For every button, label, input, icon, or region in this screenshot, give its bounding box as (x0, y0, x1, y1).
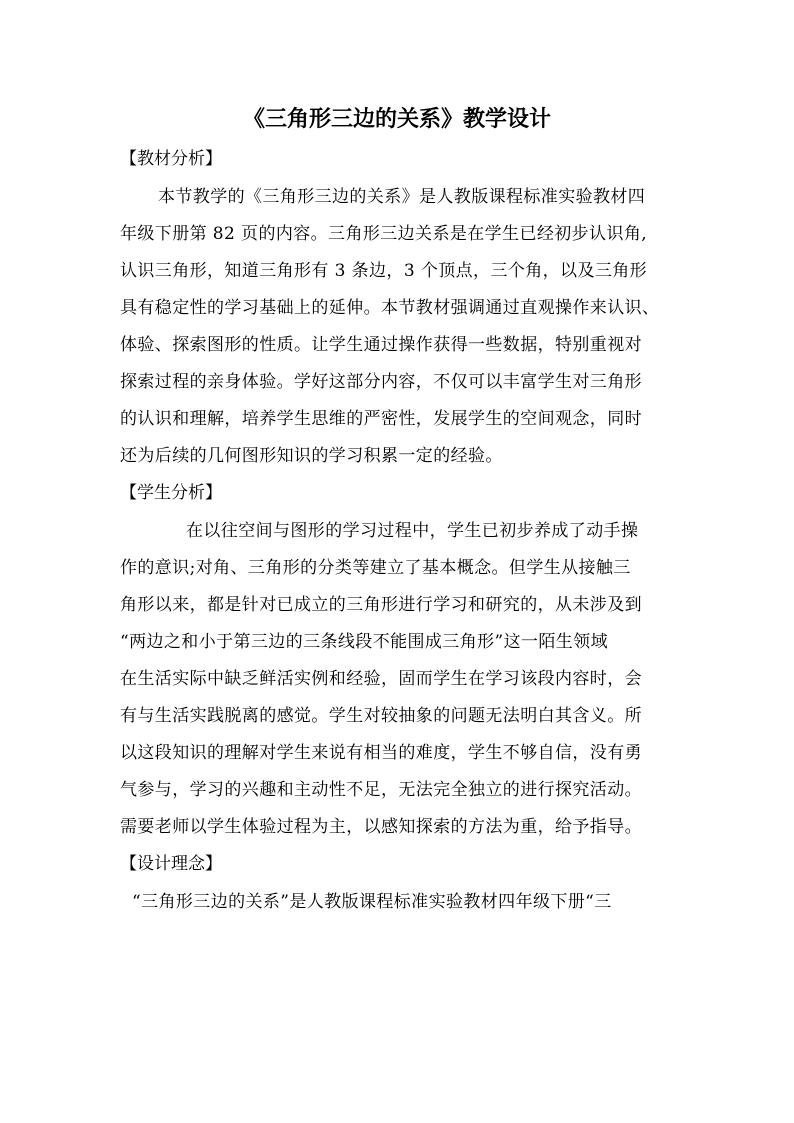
paragraph-line: 气参与，学习的兴趣和主动性不足，无法完全独立的进行探究活动。 (120, 780, 642, 800)
paragraph-line: 具有稳定性的学习基础上的延伸。本节教材强调通过直观操作来认识、 (120, 298, 660, 318)
paragraph-line: 年级下册第 82 页的内容。三角形三边关系是在学生已经初步认识角, (120, 224, 648, 244)
paragraph-line: “三角形三边的关系”是人教版课程标准实验教材四年级下册“三 (132, 892, 612, 912)
paragraph-line: 在生活实际中缺乏鲜活实例和经验，固而学生在学习该段内容时，会 (120, 669, 642, 689)
paragraph-line: 认识三角形，知道三角形有 3 条边，3 个顶点，三个角，以及三角形 (120, 261, 648, 281)
paragraph-line: “两边之和小于第三边的三条线段不能围成三角形”这一陌生领域 (120, 632, 608, 652)
paragraph-line: 探索过程的亲身体验。学好这部分内容，不仅可以丰富学生对三角形 (120, 372, 642, 392)
paragraph-line: 以这段知识的理解对学生来说有相当的难度，学生不够自信，没有勇 (120, 743, 642, 763)
paragraph-line: 体验、探索图形的性质。让学生通过操作获得一些数据，特别重视对 (120, 335, 642, 355)
paragraph-line: 在以往空间与图形的学习过程中，学生已初步养成了动手操 (186, 521, 639, 541)
section-heading-textbook-analysis: 【教材分析】 (120, 149, 222, 169)
section-heading-student-analysis: 【学生分析】 (120, 483, 222, 503)
paragraph-line: 有与生活实践脱离的感觉。学生对较抽象的问题无法明白其含义。所 (120, 706, 642, 726)
document-title: 《三角形三边的关系》教学设计 (242, 106, 551, 132)
section-heading-design-concept: 【设计理念】 (120, 854, 222, 874)
paragraph-line: 还为后续的几何图形知识的学习积累一定的经验。 (120, 446, 503, 466)
paragraph-line: 作的意识;对角、三角形的分类等建立了基本概念。但学生从接触三 (120, 558, 631, 578)
paragraph-line: 本节教学的《三角形三边的关系》是人教版课程标准实验教材四 (158, 187, 646, 207)
paragraph-line: 角形以来，都是针对已成立的三角形进行学习和研究的，从未涉及到 (120, 595, 642, 615)
paragraph-line: 的认识和理解，培养学生思维的严密性，发展学生的空间观念，同时 (120, 409, 642, 429)
paragraph-line: 需要老师以学生体验过程为主，以感知探索的方法为重，给予指导。 (120, 817, 642, 837)
